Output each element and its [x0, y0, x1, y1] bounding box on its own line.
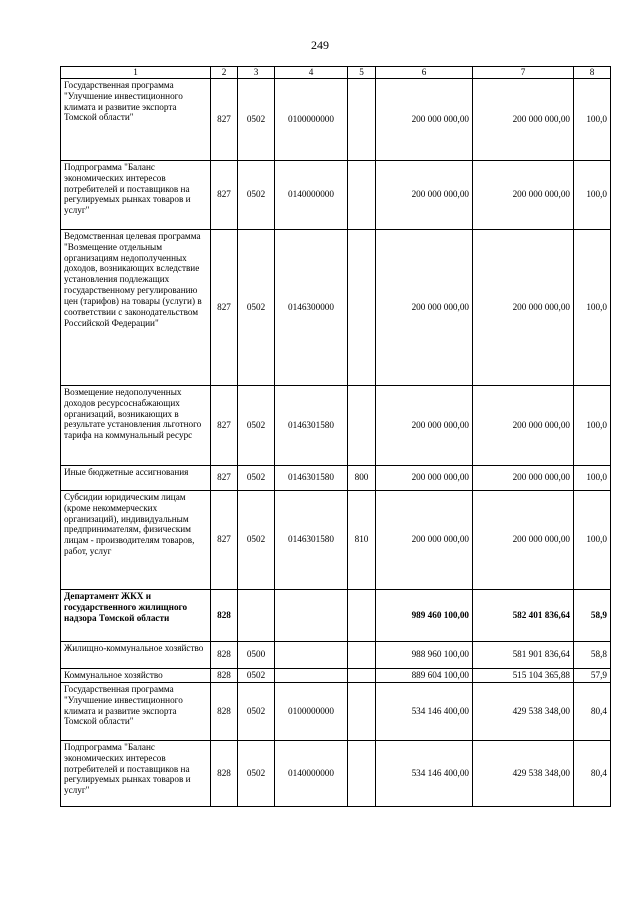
- cell-planned: 200 000 000,00: [376, 78, 473, 160]
- cell-section: 0502: [238, 668, 275, 682]
- cell-section: 0502: [238, 740, 275, 806]
- cell-target: 0100000000: [275, 682, 348, 740]
- cell-percent: 100,0: [574, 78, 611, 160]
- cell-planned: 534 146 400,00: [376, 740, 473, 806]
- table-row: [61, 740, 611, 806]
- cell-target: [275, 589, 348, 641]
- cell-expense-type: 810: [348, 490, 376, 589]
- row-name: Коммунальное хозяйство: [61, 668, 211, 682]
- cell-section: 0502: [238, 385, 275, 465]
- table-row: [61, 465, 611, 490]
- cell-executed: 429 538 348,00: [473, 682, 574, 740]
- cell-executed: 200 000 000,00: [473, 78, 574, 160]
- cell-expense-type: [348, 385, 376, 465]
- cell-expense-type: [348, 160, 376, 229]
- cell-percent: 100,0: [574, 229, 611, 385]
- cell-grbs: 827: [211, 385, 238, 465]
- cell-target: 0146301580: [275, 465, 348, 490]
- header-cell: 1: [61, 67, 211, 79]
- cell-percent: 80,4: [574, 682, 611, 740]
- cell-expense-type: [348, 229, 376, 385]
- cell-section: 0502: [238, 465, 275, 490]
- row-name: Ведомственная целевая программа "Возмещение отдельным организациям недополученных доходов, возникающих вследствие установления подлежащих государственному регулированию цен (тарифов) на товары (услуги) в соответствии с законодательством Российской Федерации": [61, 229, 211, 385]
- cell-grbs: 828: [211, 668, 238, 682]
- table-row: [61, 160, 611, 229]
- cell-section: 0502: [238, 682, 275, 740]
- header-cell: 3: [238, 67, 275, 79]
- row-name: Иные бюджетные ассигнования: [61, 465, 211, 490]
- cell-executed: 200 000 000,00: [473, 490, 574, 589]
- table-row: [61, 229, 611, 385]
- cell-section: 0502: [238, 229, 275, 385]
- cell-section: [238, 589, 275, 641]
- cell-section: 0502: [238, 160, 275, 229]
- row-name: Жилищно-коммунальное хозяйство: [61, 641, 211, 668]
- table-row: [61, 385, 611, 465]
- cell-executed: 200 000 000,00: [473, 385, 574, 465]
- cell-planned: 889 604 100,00: [376, 668, 473, 682]
- table-row: [61, 668, 611, 682]
- header-cell: 8: [574, 67, 611, 79]
- cell-percent: 80,4: [574, 740, 611, 806]
- cell-planned: 534 146 400,00: [376, 682, 473, 740]
- cell-section: 0502: [238, 490, 275, 589]
- row-name: Государственная программа "Улучшение инвестиционного климата и развитие экспорта Томской области": [61, 682, 211, 740]
- cell-target: 0146301580: [275, 490, 348, 589]
- header-cell: 6: [376, 67, 473, 79]
- cell-percent: 100,0: [574, 465, 611, 490]
- cell-target: 0140000000: [275, 160, 348, 229]
- cell-expense-type: [348, 641, 376, 668]
- table-row-department: [61, 589, 611, 641]
- table-row: [61, 78, 611, 160]
- cell-percent: 58,8: [574, 641, 611, 668]
- cell-planned: 200 000 000,00: [376, 160, 473, 229]
- table-header-row: [61, 67, 611, 79]
- cell-percent: 100,0: [574, 160, 611, 229]
- cell-grbs: 828: [211, 589, 238, 641]
- cell-executed: 429 538 348,00: [473, 740, 574, 806]
- cell-section: 0500: [238, 641, 275, 668]
- page-number: 249: [311, 38, 329, 52]
- cell-section: 0502: [238, 78, 275, 160]
- cell-target: 0100000000: [275, 78, 348, 160]
- cell-expense-type: [348, 78, 376, 160]
- cell-grbs: 827: [211, 465, 238, 490]
- row-name: Департамент ЖКХ и государственного жилищного надзора Томской области: [61, 589, 211, 641]
- cell-grbs: 828: [211, 740, 238, 806]
- cell-planned: 200 000 000,00: [376, 465, 473, 490]
- cell-planned: 200 000 000,00: [376, 229, 473, 385]
- cell-target: [275, 668, 348, 682]
- table-row: [61, 682, 611, 740]
- cell-grbs: 827: [211, 490, 238, 589]
- cell-expense-type: 800: [348, 465, 376, 490]
- row-name: Подпрограмма "Баланс экономических интересов потребителей и поставщиков на регулируемых рынках товаров и услуг": [61, 160, 211, 229]
- row-name: Подпрограмма "Баланс экономических интересов потребителей и поставщиков на регулируемых рынках товаров и услуг": [61, 740, 211, 806]
- cell-target: [275, 641, 348, 668]
- header-cell: 2: [211, 67, 238, 79]
- cell-grbs: 827: [211, 160, 238, 229]
- row-name: Возмещение недополученных доходов ресурсоснабжающих организаций, возникающих в результате установления льготного тарифа на коммунальный ресурс: [61, 385, 211, 465]
- cell-target: 0146301580: [275, 385, 348, 465]
- header-cell: 5: [348, 67, 376, 79]
- cell-grbs: 828: [211, 641, 238, 668]
- cell-percent: 57,9: [574, 668, 611, 682]
- cell-expense-type: [348, 668, 376, 682]
- header-cell: 4: [275, 67, 348, 79]
- row-name: Субсидии юридическим лицам (кроме некоммерческих организаций), индивидуальным предпринимателям, физическим лицам - производителям товаров, работ, услуг: [61, 490, 211, 589]
- cell-percent: 100,0: [574, 490, 611, 589]
- cell-grbs: 828: [211, 682, 238, 740]
- cell-grbs: 827: [211, 229, 238, 385]
- cell-planned: 988 960 100,00: [376, 641, 473, 668]
- cell-expense-type: [348, 740, 376, 806]
- cell-executed: 200 000 000,00: [473, 465, 574, 490]
- table-row: [61, 641, 611, 668]
- cell-executed: 582 401 836,64: [473, 589, 574, 641]
- cell-planned: 200 000 000,00: [376, 385, 473, 465]
- cell-grbs: 827: [211, 78, 238, 160]
- cell-expense-type: [348, 589, 376, 641]
- header-cell: 7: [473, 67, 574, 79]
- cell-planned: 989 460 100,00: [376, 589, 473, 641]
- cell-executed: 200 000 000,00: [473, 229, 574, 385]
- cell-percent: 100,0: [574, 385, 611, 465]
- cell-target: 0140000000: [275, 740, 348, 806]
- budget-table: [60, 66, 611, 807]
- row-name: Государственная программа "Улучшение инвестиционного климата и развитие экспорта Томской области": [61, 78, 211, 160]
- cell-expense-type: [348, 682, 376, 740]
- cell-executed: 581 901 836,64: [473, 641, 574, 668]
- cell-executed: 515 104 365,88: [473, 668, 574, 682]
- cell-executed: 200 000 000,00: [473, 160, 574, 229]
- cell-percent: 58,9: [574, 589, 611, 641]
- cell-target: 0146300000: [275, 229, 348, 385]
- cell-planned: 200 000 000,00: [376, 490, 473, 589]
- table-row: [61, 490, 611, 589]
